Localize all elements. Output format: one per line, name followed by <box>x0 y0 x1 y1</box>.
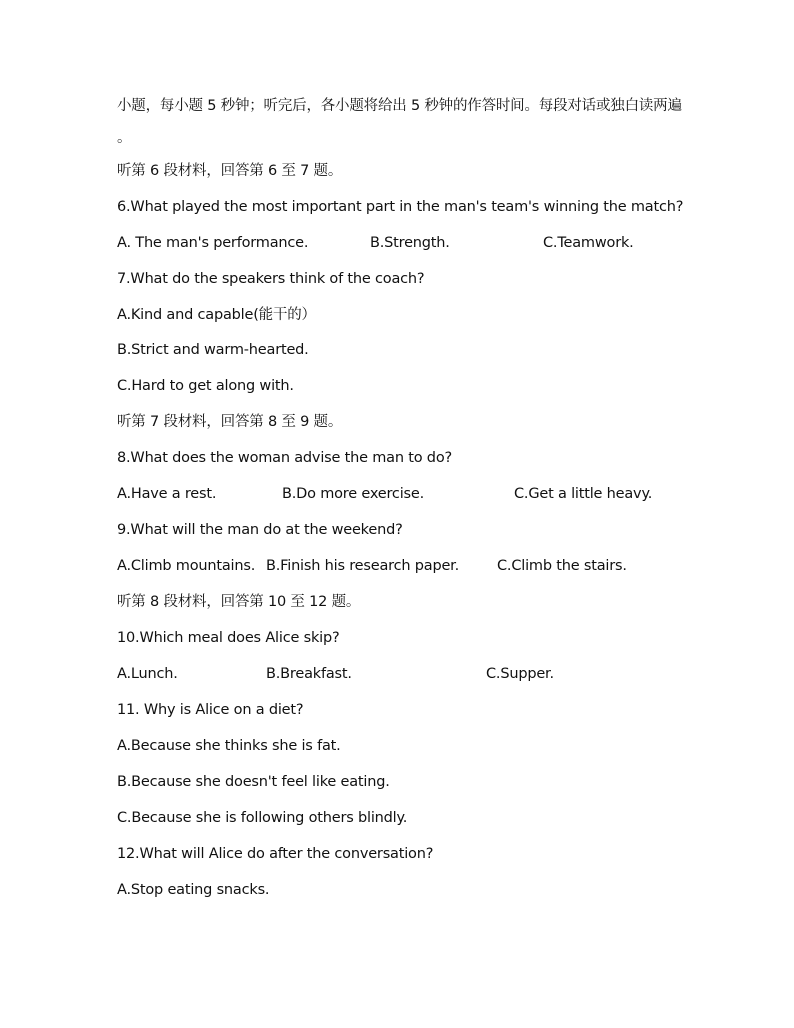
option-b: B.Breakfast. <box>266 666 352 682</box>
question-stem: 7.What do the speakers think of the coach? <box>117 271 425 287</box>
option-c: C.Supper. <box>486 666 554 682</box>
question-stem: 10.Which meal does Alice skip? <box>117 630 340 646</box>
option-a: A.Because she thinks she is fat. <box>117 738 341 754</box>
option-a: A.Stop eating snacks. <box>117 882 270 898</box>
question-stem: 8.What does the woman advise the man to do? <box>117 450 452 466</box>
question-stem: 11. Why is Alice on a diet? <box>117 702 304 718</box>
option-a: A. The man's performance. <box>117 235 309 251</box>
section-heading: 听第 7 段材料，回答第 8 至 9 题。 <box>117 414 343 430</box>
section-heading: 听第 6 段材料，回答第 6 至 7 题。 <box>117 163 343 179</box>
option-a: A.Kind and capable(能干的） <box>117 307 316 323</box>
option-c: C.Because she is following others blindly. <box>117 810 408 826</box>
question-stem: 9.What will the man do at the weekend? <box>117 522 403 538</box>
option-a: A.Lunch. <box>117 666 178 682</box>
option-c: C.Climb the stairs. <box>497 558 627 574</box>
intro-text-line-2: 。 <box>117 130 132 146</box>
option-c: C.Hard to get along with. <box>117 378 294 394</box>
intro-text-line-1: 小题，每小题 5 秒钟；听完后，各小题将给出 5 秒钟的作答时间。每段对话或独白读两遍 <box>117 98 682 114</box>
question-stem: 12.What will Alice do after the conversation? <box>117 846 434 862</box>
option-c: C.Teamwork. <box>543 235 634 251</box>
option-b: B.Finish his research paper. <box>266 558 460 574</box>
option-a: A.Climb mountains. <box>117 558 256 574</box>
option-b: B.Because she doesn't feel like eating. <box>117 774 390 790</box>
section-heading: 听第 8 段材料，回答第 10 至 12 题。 <box>117 594 361 610</box>
option-c: C.Get a little heavy. <box>514 486 653 502</box>
question-stem: 6.What played the most important part in the man's team's winning the match? <box>117 199 684 215</box>
option-b: B.Strict and warm-hearted. <box>117 342 309 358</box>
option-b: B.Strength. <box>370 235 450 251</box>
option-a: A.Have a rest. <box>117 486 217 502</box>
option-b: B.Do more exercise. <box>282 486 425 502</box>
